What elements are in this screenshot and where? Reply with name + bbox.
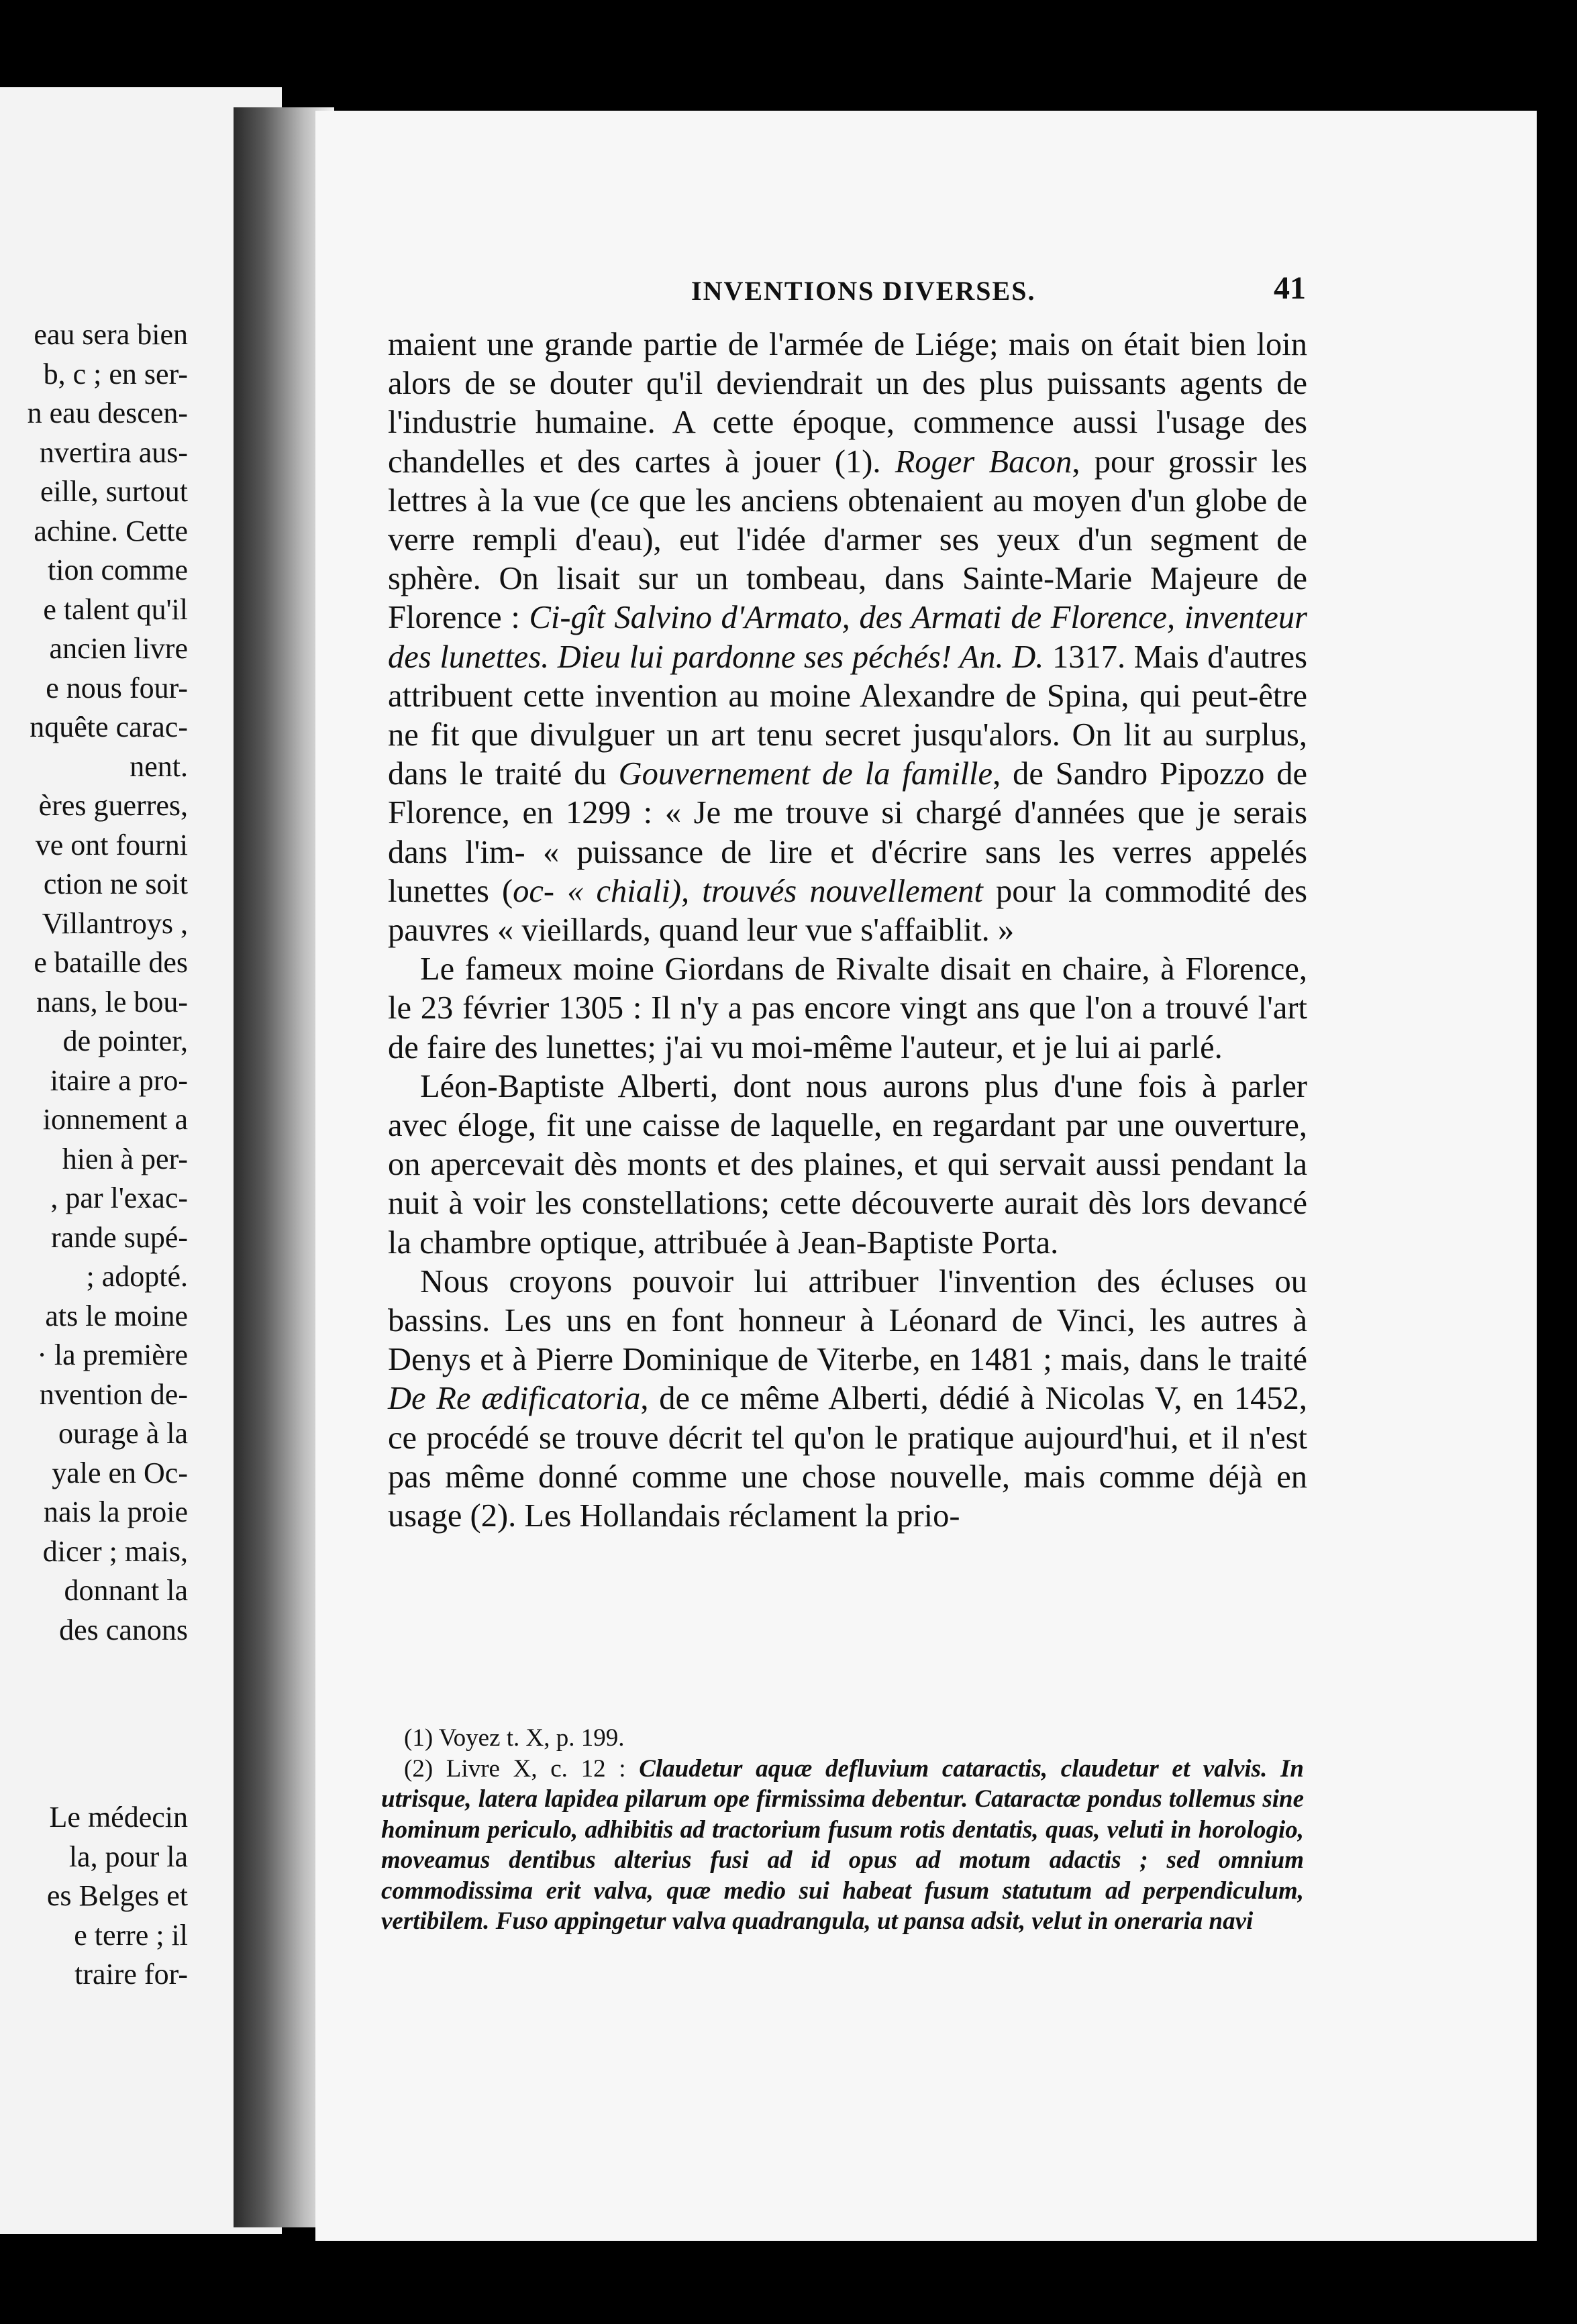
page-number: 41	[1274, 270, 1306, 306]
paragraph-3: Léon-Baptiste Alberti, dont nous aurons plus d'une fois à parler avec éloge, fit une caisse de laquelle, en regardant par une ouverture, on apercevait dès monts et des plaines, et qui servait aussi pendant la nuit à voir les constellations; cette découverte aurait dès lors devancé la chambre optique, attribuée à Jean-Baptiste Porta.	[388, 1068, 1307, 1261]
footnotes	[381, 1723, 1304, 1937]
paragraph-1: maient une grande partie de l'armée de Liége; mais on était bien loin alors de se douter qu'il deviendrait un des plus puissants agents de l'industrie humaine. A cette époque, commence aussi l'usage des chandelles et des cartes à jouer (1). Roger Bacon, pour grossir les lettres à la vue (ce que les anciens obtenaient au moyen d'un globe de verre rempli d'eau), eut l'idée d'armer ses yeux d'un segment de sphère. On lisait sur un tombeau, dans Sainte-Marie Majeure de Florence : Ci-gît Salvino d'Armato, des Armati de Florence, inventeur des lunettes. Dieu lui pardonne ses péchés! An. D. 1317. Mais d'autres attribuent cette invention au moine Alexandre de Spina, qui peut-être ne fit que divulguer un art tenu secret jusqu'alors. On lit au surplus, dans le traité du Gouvernement de la famille, de Sandro Pipozzo de Florence, en 1299 : « Je me trouve si chargé d'années que je serais dans l'im- « puissance de lire et d'écrire sans les verres appelés lunettes (oc- « chiali), trouvés nouvellement pour la commodité des pauvres « vieillards, quand leur vue s'affaiblit. »	[388, 327, 1307, 949]
left-page-text-top: eau sera bien b, c ; en ser- n eau descen- nvertira aus- eille, surtout achine. Cette tion comme e talent qu'il ancien livre e nous four- nquête carac- nent. ères guerres, ve ont fourni ction ne soit Villantroys , e bataille des nans, le bou- de pointer, itaire a pro- ionnement a hien à per- , par l'exac- rande supé- ; adopté. ats le moine · la première nvention de- ourage à la yale en Oc- nais la proie dicer ; mais, donnant la des canons	[27, 318, 188, 1646]
paragraph-2: Le fameux moine Giordans de Rivalte disait en chaire, à Florence, le 23 février 1305 : Il n'y a pas encore vingt ans que l'on a trouvé l'art de faire des lunettes; j'ai vu moi-même l'auteur, et je lui ai parlé.	[388, 951, 1307, 1065]
paragraph-4: Nous croyons pouvoir lui attribuer l'invention des écluses ou bassins. Les uns en font honneur à Léonard de Vinci, les autres à Denys et à Pierre Dominique de Viterbe, en 1481 ; mais, dans le traité De Re ædificatoria, de ce même Alberti, dédié à Nicolas V, en 1452, ce procédé se trouve décrit tel qu'on le pratique aujourd'hui, et il n'est pas même donné comme une chose nouvelle, mais comme déjà en usage (2). Les Hollandais réclament la prio-	[388, 1263, 1307, 1534]
footnote-2: (2) Livre X, c. 12 : Claudetur aquæ defluvium cataractis, claudetur et valvis. In utrisque, latera lapidea pilarum ope firmissima debentur. Cataractæ pondus tollemus sine hominum periculo, adhibitis ad tractorium fusum rotis dentatis, quas, veluti in horologio, moveamus dentibus alterius fusi ad id opus ad motum adactis ; sed omnium commodissima erit valva, quæ medio sui habeat fusum statutum ad perpendiculum, vertibilem. Fuso appingetur valva quadrangula, ut pansa adsit, velut in oneraria navi	[381, 1754, 1304, 1935]
footnote-1: (1) Voyez t. X, p. 199.	[404, 1724, 625, 1752]
main-text	[388, 325, 1307, 1536]
running-header: INVENTIONS DIVERSES.	[691, 276, 1036, 306]
left-page-text-bottom: Le médecin la, pour la es Belges et e terre ; il traire for-	[46, 1801, 188, 1991]
